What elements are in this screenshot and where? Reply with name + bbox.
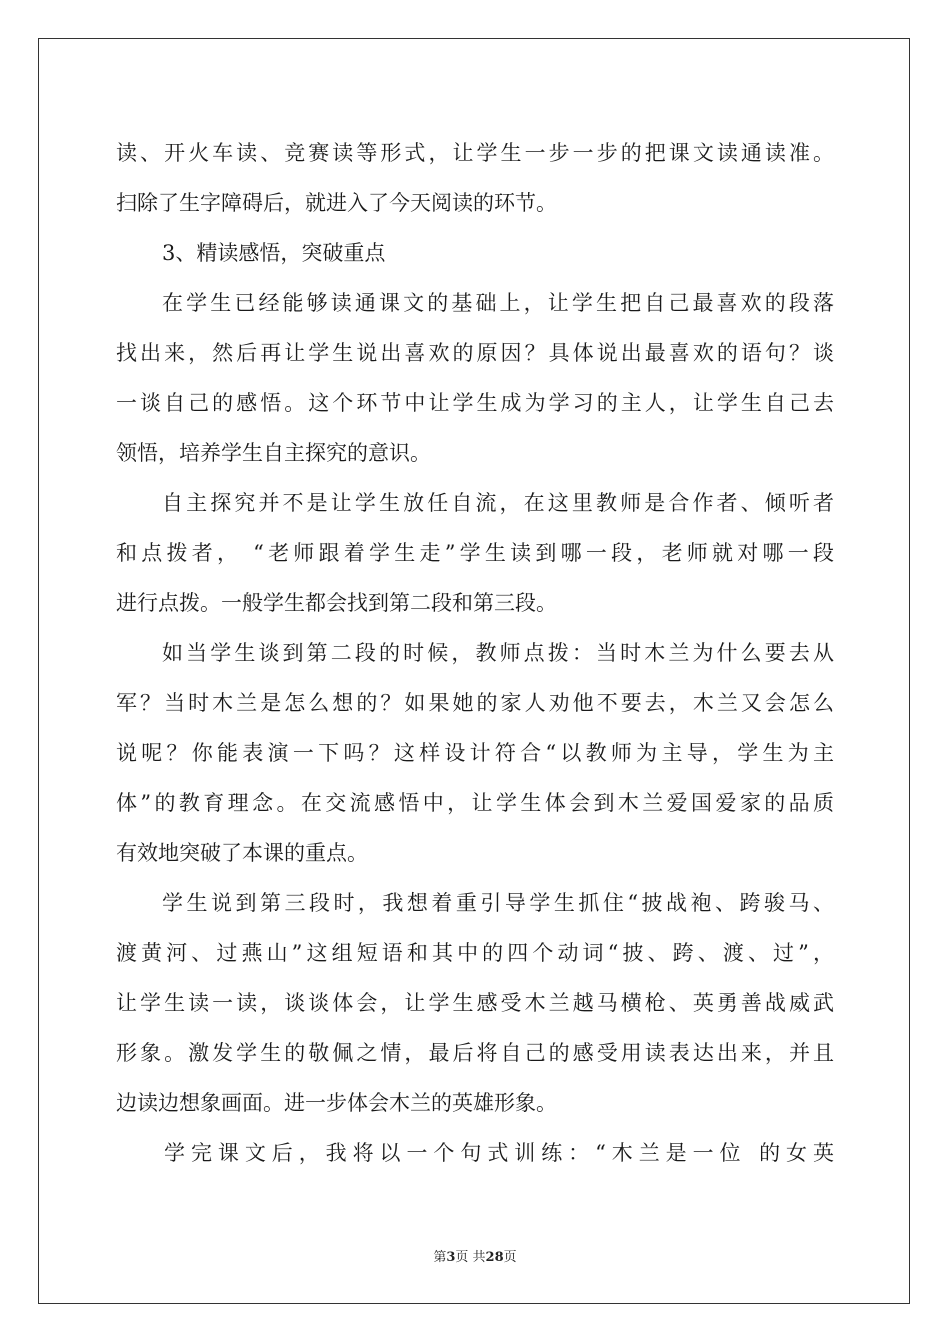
paragraph-start: 自主探究并不是让学生放任自流，在这里教师是合作者、倾听者	[162, 491, 834, 515]
text-line: 领悟，培养学生自主探究的意识。	[116, 441, 431, 465]
paragraph-start: 学完课文后，我将以一个句式训练：“木兰是一位 的女英	[164, 1141, 834, 1165]
text-line: 进行点拨。一般学生都会找到第二段和第三段。	[116, 591, 557, 615]
footer-suffix: 页	[503, 1250, 517, 1265]
text-line: 渡黄河、过燕山”这组短语和其中的四个动词“披、跨、渡、过”，	[116, 941, 834, 965]
text-line: 军？当时木兰是怎么想的？如果她的家人劝他不要去，木兰又会怎么	[116, 691, 834, 715]
paragraph-start: 学生说到第三段时，我想着重引导学生抓住“披战袍、跨骏马、	[162, 891, 834, 915]
footer-middle: 页 共	[455, 1250, 486, 1265]
text-line: 边读边想象画面。进一步体会木兰的英雄形象。	[116, 1091, 557, 1115]
total-pages-number: 28	[485, 1250, 504, 1265]
page-footer	[0, 1250, 950, 1266]
text-line: 让学生读一读，谈谈体会，让学生感受木兰越马横枪、英勇善战威武	[116, 991, 834, 1015]
paragraph-start: 在学生已经能够读通课文的基础上，让学生把自己最喜欢的段落	[162, 291, 834, 315]
document-body	[116, 128, 834, 1178]
text-line: 扫除了生字障碍后，就进入了今天阅读的环节。	[116, 191, 557, 215]
text-line: 说呢？你能表演一下吗？这样设计符合“以教师为主导，学生为主	[116, 741, 834, 765]
text-line: 找出来，然后再让学生说出喜欢的原因？具体说出最喜欢的语句？谈	[116, 341, 834, 365]
text-line: 有效地突破了本课的重点。	[116, 841, 368, 865]
text-line: 和点拨者， “老师跟着学生走”学生读到哪一段，老师就对哪一段	[116, 541, 834, 565]
paragraph-start: 如当学生谈到第二段的时候，教师点拨：当时木兰为什么要去从	[162, 641, 834, 665]
text-line: 形象。激发学生的敬佩之情，最后将自己的感受用读表达出来，并且	[116, 1041, 834, 1065]
section-heading: 3、精读感悟，突破重点	[162, 241, 386, 265]
text-line: 读、开火车读、竞赛读等形式，让学生一步一步的把课文读通读准。	[116, 141, 834, 165]
footer-prefix: 第	[433, 1250, 447, 1265]
text-line: 一谈自己的感悟。这个环节中让学生成为学习的主人，让学生自己去	[116, 391, 834, 415]
text-line: 体”的教育理念。在交流感悟中，让学生体会到木兰爱国爱家的品质	[116, 791, 834, 815]
current-page-number: 3	[446, 1250, 456, 1265]
